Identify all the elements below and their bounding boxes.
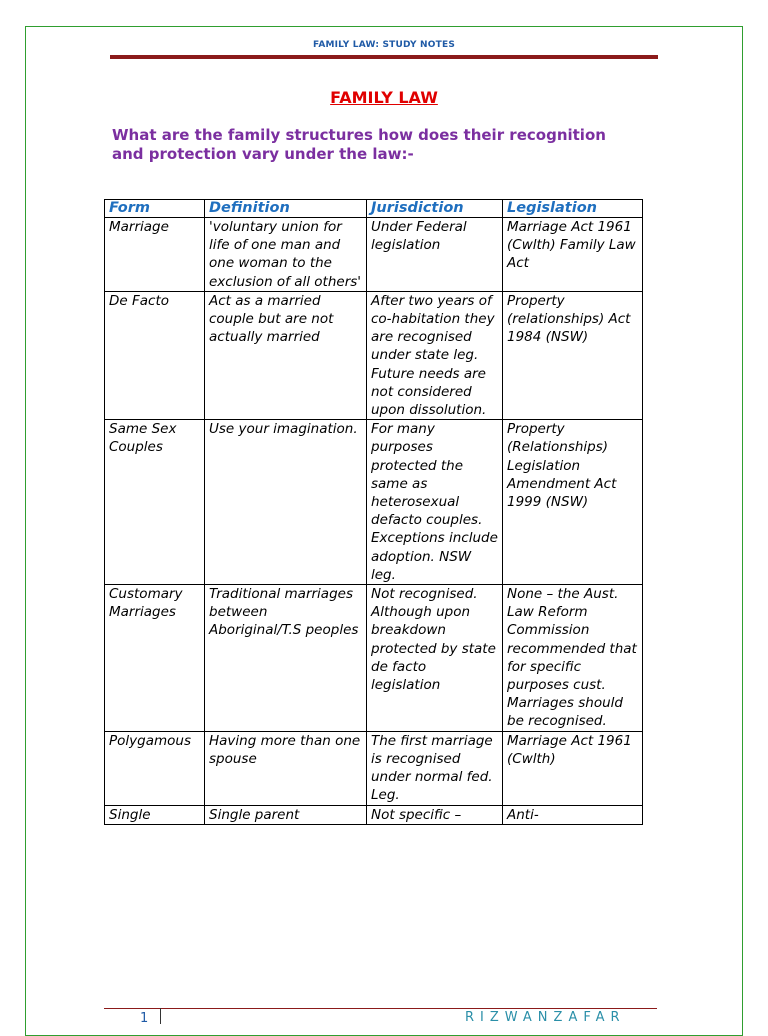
cell-definition: Having more than one spouse [205,731,367,805]
cell-form: Single [105,805,205,824]
header-rule [110,55,658,59]
table-row [105,805,643,824]
cell-jurisdiction: The first marriage is recognised under normal fed. Leg. [367,731,503,805]
table-row [105,731,643,805]
running-header: FAMILY LAW: STUDY NOTES [313,40,455,50]
column-header-legislation: Legislation [503,200,643,218]
table-header-row [105,200,643,218]
cell-jurisdiction: Not specific – [367,805,503,824]
footer-author: RIZWANZAFAR [465,1010,626,1025]
cell-form: Same Sex Couples [105,420,205,585]
cell-legislation: Property (relationships) Act 1984 (NSW) [503,291,643,419]
cell-legislation: Marriage Act 1961 (Cwlth) Family Law Act [503,218,643,292]
cell-definition: Use your imagination. [205,420,367,585]
cell-definition: 'voluntary union for life of one man and one woman to the exclusion of all others' [205,218,367,292]
cell-form: De Facto [105,291,205,419]
cell-definition: Act as a married couple but are not actually married [205,291,367,419]
column-header-jurisdiction: Jurisdiction [367,200,503,218]
table-row [105,585,643,732]
cell-legislation: None – the Aust. Law Reform Commission recommended that for specific purposes cust. Marriages should be recognised. [503,585,643,732]
cell-jurisdiction: For many purposes protected the same as heterosexual defacto couples. Exceptions include adoption. NSW leg. [367,420,503,585]
cell-jurisdiction: After two years of co-habitation they are recognised under state leg. Future needs are not considered upon dissolution. [367,291,503,419]
table-row [105,291,643,419]
cell-legislation: Property (Relationships) Legislation Amendment Act 1999 (NSW) [503,420,643,585]
cell-jurisdiction: Under Federal legislation [367,218,503,292]
question-heading: What are the family structures how does their recognition and protection vary under the law:- [112,126,606,163]
page-title: FAMILY LAW [330,88,438,107]
cell-form: Polygamous [105,731,205,805]
family-structures-table [104,199,643,825]
column-header-definition: Definition [205,200,367,218]
cell-definition: Single parent [205,805,367,824]
footer-rule [104,1008,657,1009]
cell-legislation: Anti- [503,805,643,824]
cell-form: Customary Marriages [105,585,205,732]
table-row [105,218,643,292]
column-header-form: Form [105,200,205,218]
cell-legislation: Marriage Act 1961 (Cwlth) [503,731,643,805]
cell-definition: Traditional marriages between Aboriginal/T.S peoples [205,585,367,732]
cell-form: Marriage [105,218,205,292]
page-number: 1 [140,1011,149,1026]
table-row [105,420,643,585]
footer-separator [160,1008,161,1024]
cell-jurisdiction: Not recognised. Although upon breakdown protected by state de facto legislation [367,585,503,732]
